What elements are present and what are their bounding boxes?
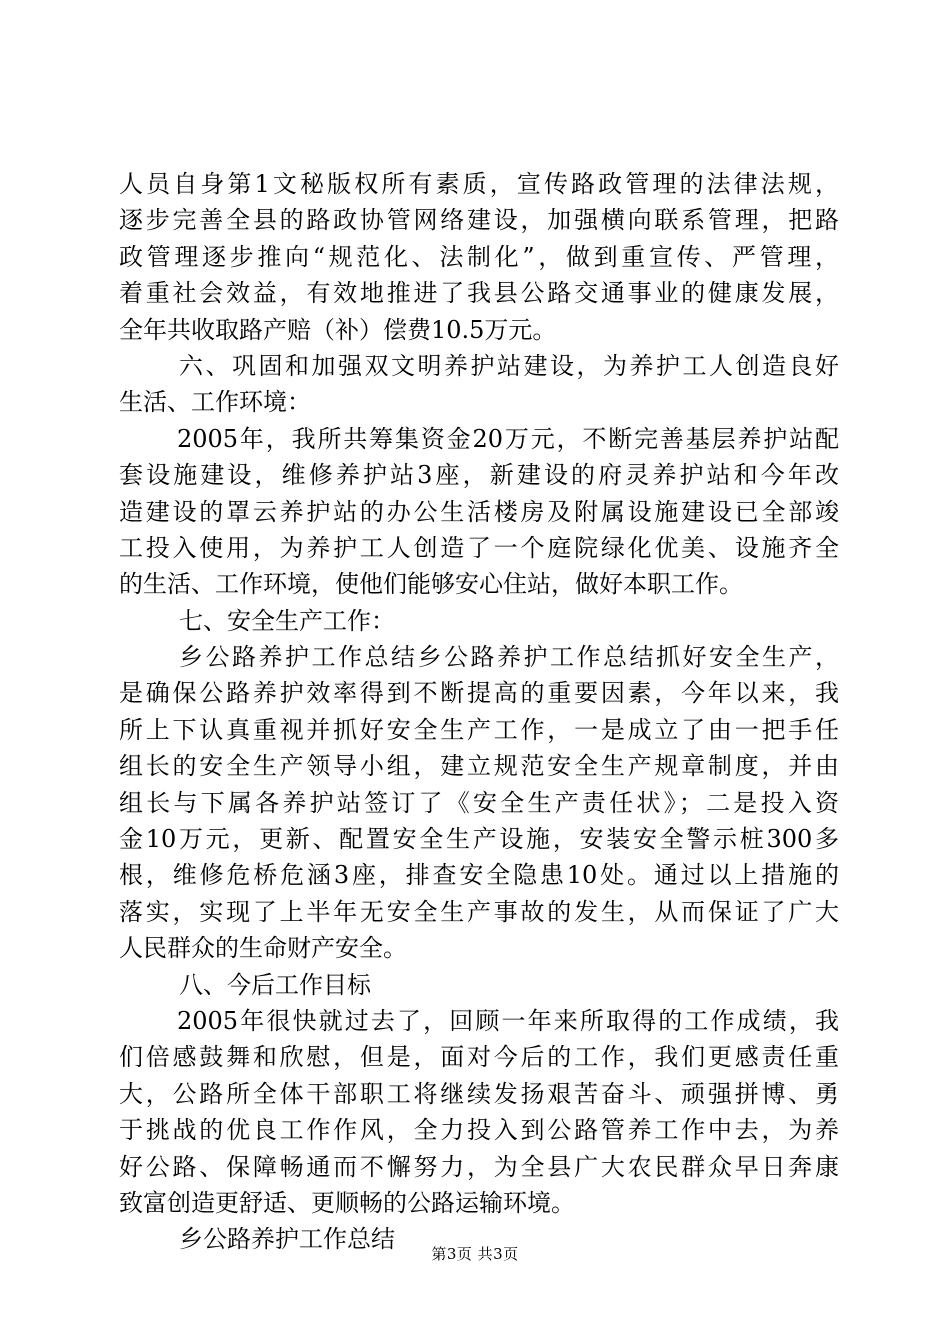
body-line: 致富创造更舒适、更顺畅的公路运输环境。 [119,1188,575,1217]
body-line: 生活、工作环境： [119,388,311,417]
body-line: 们倍感鼓舞和欣慰，但是，面对今后的工作，我们更感责任重 [119,1043,839,1072]
body-line: 乡公路养护工作总结乡公路养护工作总结抓好安全生产， [179,643,839,672]
document-title-line: 乡公路养护工作总结 [179,1225,395,1254]
body-line: 人员自身第1文秘版权所有素质，宣传路政管理的法律法规， [119,170,839,198]
section-heading: 八、今后工作目标 [179,970,371,999]
body-line: 人民群众的生命财产安全。 [119,934,407,963]
body-line: 全年共收取路产赔（补）偿费10.5万元。 [119,315,557,344]
body-line: 的生活、工作环境，使他们能够安心住站，做好本职工作。 [119,570,743,599]
body-line: 着重社会效益，有效地推进了我县公路交通事业的健康发展， [119,279,839,308]
body-line: 组长的安全生产领导小组，建立规范安全生产规章制度，并由 [119,752,839,781]
page-number-footer: 第3页 共3页 [431,1245,519,1263]
body-line: 2005年很快就过去了，回顾一年来所取得的工作成绩，我 [177,1006,839,1035]
body-line: 组长与下属各养护站签订了《安全生产责任状》；二是投入资 [119,788,839,817]
body-line: 是确保公路养护效率得到不断提高的重要因素，今年以来，我 [119,679,839,708]
body-line: 政管理逐步推向“规范化、法制化”，做到重宣传、严管理， [119,242,839,271]
body-line: 2005年，我所共筹集资金20万元，不断完善基层养护站配 [177,424,839,453]
body-line: 于挑战的优良工作作风，全力投入到公路管养工作中去，为养 [119,1116,839,1145]
body-line: 工投入使用，为养护工人创造了一个庭院绿化优美、设施齐全 [119,533,839,562]
body-line: 金10万元，更新、配置安全生产设施，安装安全警示桩300多 [119,825,839,854]
body-line: 大，公路所全体干部职工将继续发扬艰苦奋斗、顽强拼博、勇 [119,1079,839,1108]
section-heading: 六、巩固和加强双文明养护站建设，为养护工人创造良好 [179,351,839,380]
body-line: 根，维修危桥危涵3座，排查安全隐患10处。通过以上措施的 [119,861,839,890]
body-line: 逐步完善全县的路政协管网络建设，加强横向联系管理，把路 [119,206,839,235]
body-line: 好公路、保障畅通而不懈努力，为全县广大农民群众早日奔康 [119,1152,839,1181]
document-body [119,166,839,1258]
body-line: 所上下认真重视并抓好安全生产工作，一是成立了由一把手任 [119,715,839,744]
body-line: 套设施建设，维修养护站3座，新建设的府灵养护站和今年改 [119,461,839,490]
section-heading: 七、安全生产工作： [179,606,395,635]
body-line: 落实，实现了上半年无安全生产事故的发生，从而保证了广大 [119,897,839,926]
body-line: 造建设的罩云养护站的办公生活楼房及附属设施建设已全部竣 [119,497,839,526]
